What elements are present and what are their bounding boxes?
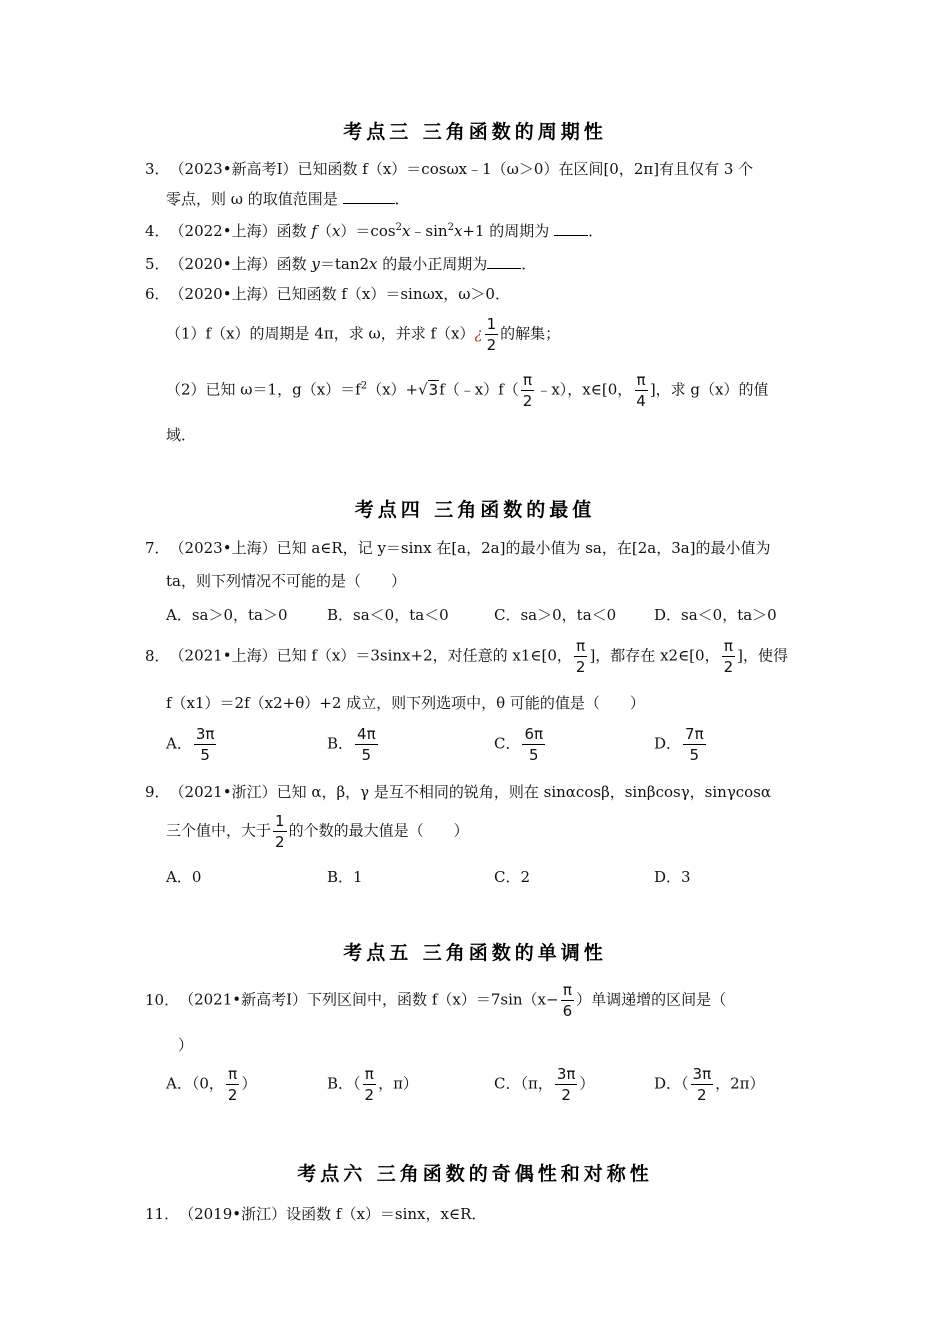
fraction-3pi-over-5: $\frac{3\pi}{5}$	[195, 725, 215, 764]
q9-option-c[interactable]: C．2	[494, 868, 531, 886]
q9-option-a[interactable]: A．0	[166, 868, 202, 886]
question-9-line-2: 三个值中，大于 $\frac{1}{2}$ 的个数的最大值是（ ）	[166, 812, 469, 851]
fraction-pi-over-2: $\frac{\pi}{2}$	[575, 637, 586, 676]
q8-option-b[interactable]: B． $\frac{4\pi}{5}$	[327, 725, 376, 764]
fraction-7pi-over-5: $\frac{7\pi}{5}$	[685, 725, 704, 764]
answer-blank	[554, 221, 588, 236]
q7-option-d[interactable]: D．sa＜0，ta＞0	[654, 606, 777, 624]
question-6-part-2-end: 域．	[166, 426, 197, 444]
fraction-pi-over-4: $\frac{\pi}{4}$	[636, 371, 646, 410]
fraction-6pi-over-5: $\frac{6\pi}{5}$	[524, 725, 544, 764]
sqrt-3: √3	[418, 380, 439, 399]
fraction-pi-over-2: $\frac{\pi}{2}$	[227, 1065, 238, 1104]
q10-option-a[interactable]: A．（0， $\frac{\pi}{2}$ ）	[166, 1065, 257, 1104]
q9-option-d[interactable]: D．3	[654, 868, 691, 886]
question-3-line-1: 3．（2023•新高考Ⅰ）已知函数 f（x）＝cosωx﹣1（ω＞0）在区间[0，2π]有且仅有 3 个	[145, 160, 754, 178]
q7-option-b[interactable]: B．sa＜0，ta＜0	[327, 606, 449, 624]
fraction-pi-over-2: $\frac{\pi}{2}$	[364, 1065, 375, 1104]
fraction-one-half: $\frac{1}{2}$	[486, 315, 497, 354]
question-3-line-2: 零点，则 ω 的取值范围是 ．	[166, 190, 410, 208]
question-5: 5．（2020•上海）函数 y＝tan2x 的最小正周期为 ．	[145, 255, 537, 273]
q10-option-c[interactable]: C．（π， $\frac{3\pi}{2}$ ）	[494, 1065, 595, 1104]
question-8-line-2: f（x1）＝2f（x2+θ）+2 成立，则下列选项中，θ 可能的值是（ ）	[166, 694, 645, 712]
question-10-line-2: ）	[178, 1036, 194, 1054]
fraction-pi-over-2: $\frac{\pi}{2}$	[522, 371, 533, 410]
question-7-line-2: ta，则下列情况不可能的是（ ）	[166, 572, 406, 590]
section-title-extrema: 考点四 三角函数的最值	[354, 499, 596, 521]
question-7-line-1: 7．（2023•上海）已知 a∈R，记 y＝sinx 在[a，2a]的最小值为 sa，在[2a，3a]的最小值为	[145, 539, 771, 557]
q8-option-c[interactable]: C． $\frac{6\pi}{5}$	[494, 725, 544, 764]
question-11: 11．（2019•浙江）设函数 f（x）＝sinx，x∈R．	[145, 1205, 487, 1223]
question-8-line-1: 8．（2021•上海）已知 f（x）＝3sinx+2，对任意的 x1∈[0， $\frac{\pi}{2}$ ]，都存在 x2∈[0， $\frac{\pi}{2}$ ]，使得	[145, 637, 788, 676]
fraction-3pi-over-2: $\frac{3\pi}{2}$	[556, 1065, 576, 1104]
question-6-stem: 6．（2020•上海）已知函数 f（x）＝sinωx，ω＞0．	[145, 285, 510, 303]
section-title-parity-symmetry: 考点六 三角函数的奇偶性和对称性	[297, 1163, 653, 1185]
fraction-pi-over-2: $\frac{\pi}{2}$	[723, 637, 734, 676]
question-6-part-1: （1）f（x）的周期是 4π，求 ω，并求 f（x）¿ $\frac{1}{2}$ 的解集；	[166, 315, 561, 354]
q10-option-d[interactable]: D．（ $\frac{3\pi}{2}$ ，2π）	[654, 1065, 765, 1104]
fraction-one-half: $\frac{1}{2}$	[275, 812, 285, 851]
q8-option-d[interactable]: D． $\frac{7\pi}{5}$	[654, 725, 704, 764]
section-title-periodicity: 考点三 三角函数的周期性	[343, 121, 607, 143]
fraction-4pi-over-5: $\frac{4\pi}{5}$	[357, 725, 376, 764]
answer-blank	[487, 254, 521, 269]
q9-option-b[interactable]: B．1	[327, 868, 363, 886]
q7-option-c[interactable]: C．sa＞0，ta＜0	[494, 606, 617, 624]
question-6-part-2: （2）已知 ω＝1，$g(x)=f^2(x)+√3f(﹣x)f$（ $\frac{\pi}{2}$ ﹣x），x∈[0， $\frac{\pi}{4}$ ]，求 g（x）的值	[166, 371, 769, 410]
q10-option-b[interactable]: B．（ $\frac{\pi}{2}$ ，π）	[327, 1065, 418, 1104]
question-4: 4．（2022•上海）函数 $f(x)=\cos^2x﹣\sin^2x+1$ 的周期为 ．	[145, 222, 604, 240]
fraction-pi-over-6: $\frac{\pi}{6}$	[562, 981, 573, 1020]
question-9-line-1: 9．（2021•浙江）已知 α，β，γ 是互不相同的锐角，则在 sinαcosβ，sinβcosγ，sinγcosα	[145, 783, 772, 801]
question-10-line-1: 10．（2021•新高考Ⅰ）下列区间中，函数 f（x）＝7sin（x− $\frac{\pi}{6}$ ）单调递增的区间是（	[145, 981, 727, 1020]
q8-option-a[interactable]: A． $\frac{3\pi}{5}$	[166, 725, 215, 764]
fraction-3pi-over-2: $\frac{3\pi}{2}$	[692, 1065, 712, 1104]
answer-blank	[343, 189, 395, 204]
q7-option-a[interactable]: A．sa＞0，ta＞0	[166, 606, 288, 624]
section-title-monotonicity: 考点五 三角函数的单调性	[343, 942, 607, 964]
